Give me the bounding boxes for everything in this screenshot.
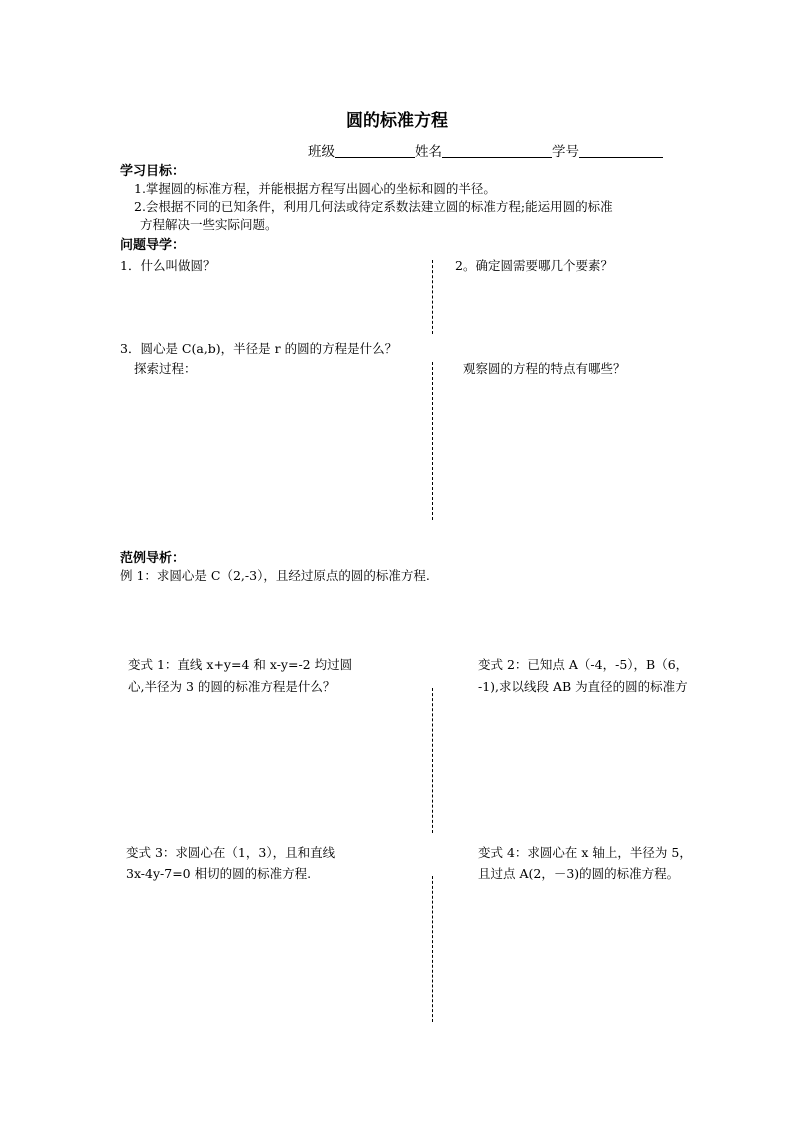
variant-1-line-1: 变式 1：直线 x+y=4 和 x-y=-2 均过圆 [128,657,353,672]
name-label: 姓名 [415,144,442,160]
variant-2-line-2: -1),求以线段 AB 为直径的圆的标准方 [478,679,688,694]
example-1: 例 1：求圆心是 C（2,-3），且经过原点的圆的标准方程. [120,568,430,583]
dashed-divider [432,260,433,334]
question-1: 1．什么叫做圆？ [120,258,216,273]
name-blank[interactable] [442,143,552,158]
variant-3-line-1: 变式 3：求圆心在（1，3），且和直线 [126,845,336,860]
variant-4-line-2: 且过点 A(2，－3)的圆的标准方程。 [478,866,680,881]
page-title: 圆的标准方程 [346,111,448,131]
student-info-line [308,140,663,160]
variant-4-line-1: 变式 4：求圆心在 x 轴上，半径为 5， [478,845,692,860]
number-label: 学号 [552,144,579,160]
observe-label: 观察圆的方程的特点有哪些？ [463,361,626,376]
examples-heading: 范例导析： [120,551,186,566]
goal-item-2-line-2: 方程解决一些实际问题。 [140,217,278,232]
variant-2-line-1: 变式 2：已知点 A（-4，-5），B（6， [478,657,689,672]
dashed-divider [432,876,433,1022]
number-blank[interactable] [579,143,663,158]
class-blank[interactable] [335,143,415,158]
dashed-divider [432,362,433,520]
question-3: 3．圆心是 C(a,b)，半径是 r 的圆的方程是什么？ [120,341,398,356]
dashed-divider [432,688,433,833]
goals-heading: 学习目标： [120,164,186,179]
class-label: 班级 [308,144,335,160]
goal-item-1: 1.掌握圆的标准方程，并能根据方程写出圆心的坐标和圆的半径。 [134,181,496,196]
guide-heading: 问题导学： [120,238,186,253]
variant-1-line-2: 心,半径为 3 的圆的标准方程是什么？ [128,679,336,694]
question-2: 2。确定圆需要哪几个要素？ [455,258,613,273]
explore-label: 探索过程： [134,361,197,376]
variant-3-line-2: 3x-4y-7=0 相切的圆的标准方程. [126,866,312,881]
goal-item-2-line-1: 2.会根据不同的已知条件，利用几何法或待定系数法建立圆的标准方程;能运用圆的标准 [134,199,613,214]
